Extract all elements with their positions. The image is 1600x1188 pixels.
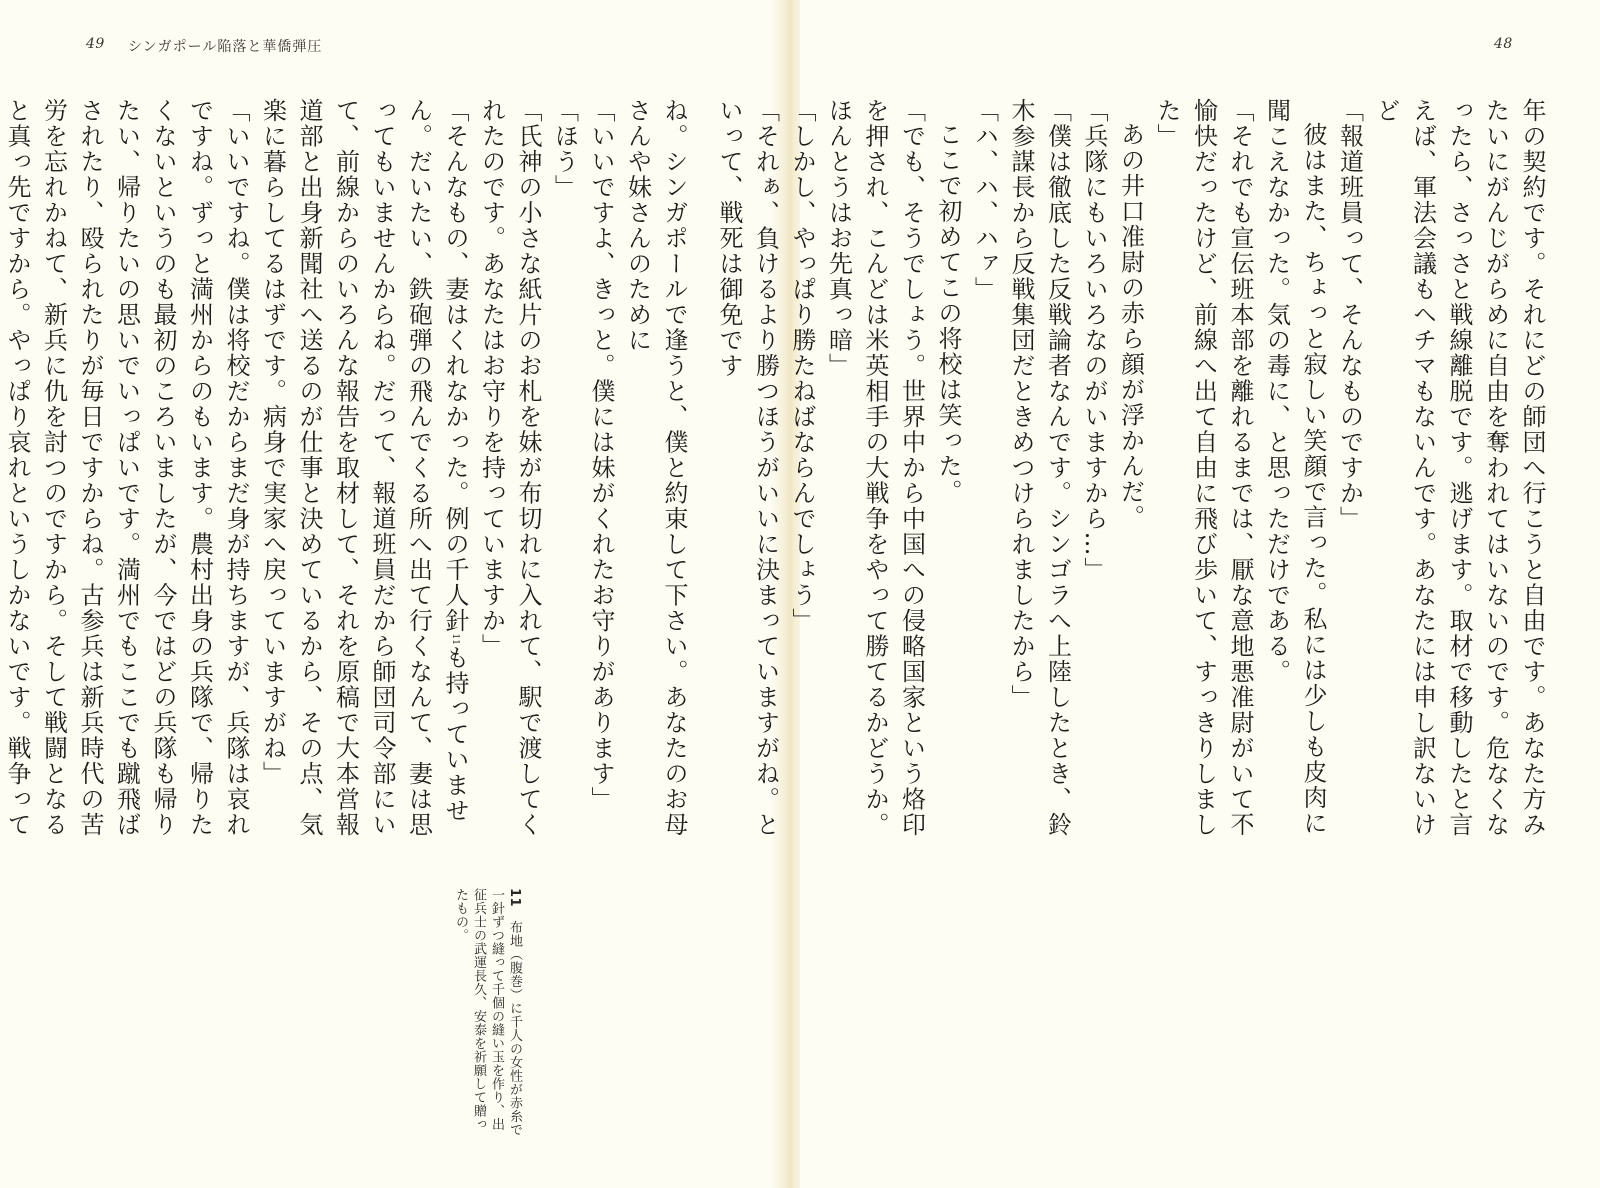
left-page-body — [3, 98, 692, 858]
paragraph: 「ほう」 — [550, 98, 579, 200]
right-page — [715, 0, 1600, 1188]
paragraph: 「でも、そうでしょう。世界中から中国への侵略国家という烙印を押され、こんどは米英相手の大戦争をやって勝てるかどうか。ほんとうはお先真っ暗」 — [824, 98, 926, 838]
paragraph: 「しかし、やっぱり勝たねばならんでしょう」 — [788, 98, 816, 634]
paragraph: 「いいですよ、きっと。僕には妹がくれたお守りがあります」 — [587, 98, 615, 812]
left-page — [0, 0, 780, 1188]
paragraph: 年の契約です。それにどの師団へ行こうと自由です。あなた方みたいにがんじがらめに自由を奪われてはいないのです。危なくなったら、さっさと戦線離脱です。逃げます。取材で移動したと言えば、軍法会議もヘチマもないんです。あなたには申し訳ないけど — [1372, 98, 1546, 838]
paragraph: 「ハ、ハ、ハァ」 — [970, 98, 999, 302]
right-page-body — [715, 98, 1550, 858]
paragraph: あの井口准尉の赤ら顔が浮かんだ。 — [1116, 122, 1145, 530]
paragraph-text: 「そんなもの、妻はくれなかった。例の千人針 — [441, 98, 469, 634]
paragraph-text: も持っていません。だいたい、鉄砲弾の飛んでくる所へ出て行くなんて、妻は思ってもいませんからね。だって、報道班員だから師団司令部にいて、前線からのいろんな報告を取材して、それを原稿で大本営報道部と出身新聞社へ送るのが仕事と決めているから、その点、気楽に暮らしてるはずです。病身で実家へ戻っていますがね」 — [258, 98, 469, 838]
paragraph-with-note — [254, 98, 473, 858]
paragraph: 「兵隊にもいろいろなのがいますから…」 — [1080, 98, 1108, 583]
paragraph: ここで初めてこの将校は笑った。 — [934, 122, 962, 505]
footnote-number: 11 — [507, 888, 522, 908]
paragraph: 「いいですね。僕は将校だからまだ身が持ちますが、兵隊は哀れですね。ずっと満州からのもいます。農村出身の兵隊で、帰りたくないというのも最初のころいましたが、今ではどの兵隊も帰りたい、帰りたいの思いでいっぱいです。満州でもここでも蹴飛ばされたり、殴られたりが毎日ですからね。古参兵は新兵時代の苦労を忘れかねて、新兵に仇を討つのですから。そして戦闘となると真っ先ですから。やっぱり哀れというしかないです。戦争って — [3, 98, 250, 838]
footnote — [453, 888, 523, 1138]
running-head: シンガポール陥落と華僑弾圧 — [128, 39, 323, 55]
paragraph: 「それでも宣伝班本部を離れるまでは、厭な意地悪准尉がいて不愉快だったけど、前線へ出て自由に飛び歩いて、すっきりしました」 — [1153, 98, 1254, 838]
paragraph: 「それぁ、負けるより勝つほうがいいに決まっていますがね。といって、戦死は御免です — [715, 98, 780, 838]
paragraph: 「報道班員って、そんなものですか」 — [1335, 98, 1364, 532]
paragraph: 「僕は徹底した反戦論者なんです。シンゴラへ上陸したとき、鈴木参謀長から反戦集団だときめつけられましたから」 — [1007, 98, 1072, 838]
footnote-text: 布地（腹巻）に千人の女性が赤糸で一針ずつ縫って千個の縫い玉を作り、出征兵士の武運長久、安泰を祈願して贈ったもの。 — [453, 888, 522, 1137]
paragraph: 「氏神の小さな紙片のお札を妹が布切れに入れて、駅で渡してくれたのです。あなたはお守りを持っていますか」 — [477, 98, 542, 838]
paragraph: ね。シンガポールで逢うと、僕と約束して下さい。あなたのお母さんや妹さんのために — [623, 98, 688, 838]
page-number-left: 49 — [86, 36, 105, 52]
page-number-right: 48 — [1494, 36, 1513, 52]
footnote-reference[interactable]: 11 — [450, 633, 460, 645]
paragraph: 彼はまた、ちょっと寂しい笑顔で言った。私には少しも皮肉に聞こえなかった。気の毒に、と思っただけである。 — [1262, 98, 1327, 836]
